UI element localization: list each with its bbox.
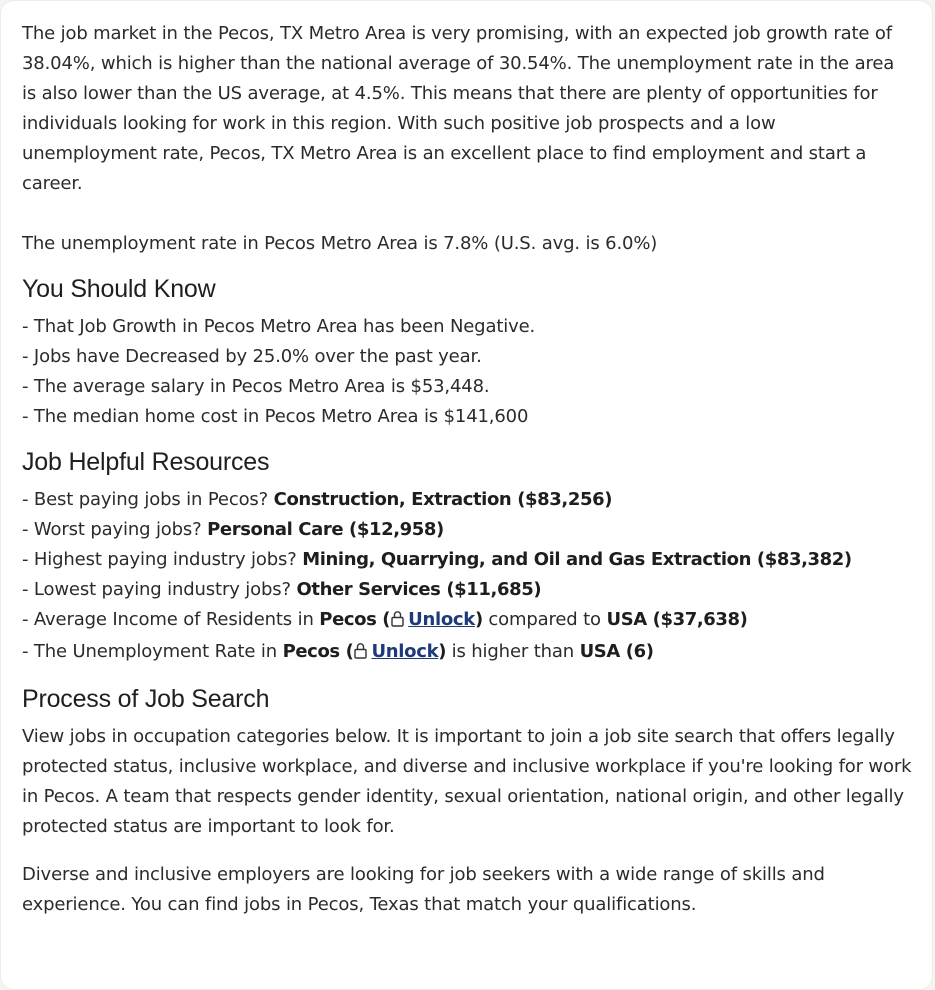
resources-list [22, 485, 912, 669]
compare-text: USA ($37,638) [606, 609, 748, 630]
resources-heading: Job Helpful Resources [22, 448, 270, 476]
paren-close: ) [438, 641, 447, 662]
list-item: - The average salary in Pecos Metro Area is $53,448. [22, 376, 490, 397]
should-know-heading: You Should Know [22, 275, 216, 303]
list-item-best-paying [22, 485, 912, 515]
question-text: - Lowest paying industry jobs? [22, 579, 297, 600]
unlock-link[interactable]: Unlock [408, 609, 475, 630]
compare-text: USA (6) [579, 641, 654, 662]
unlock-link[interactable]: Unlock [371, 641, 439, 662]
question-text: - Best paying jobs in Pecos? [22, 489, 274, 510]
list-item: - Jobs have Decreased by 25.0% over the past year. [22, 346, 482, 367]
middle-text: compared to [482, 609, 607, 630]
should-know-list [22, 312, 912, 432]
unemployment-statement: The unemployment rate in Pecos Metro Area is 7.8% (U.S. avg. is 6.0%) [22, 233, 658, 254]
process-heading: Process of Job Search [22, 685, 270, 713]
answer-text: Other Services ($11,685) [296, 579, 542, 600]
question-text: - Highest paying industry jobs? [22, 549, 303, 570]
list-item-average-income [22, 605, 912, 637]
list-item-worst-paying [22, 515, 912, 545]
list-item: - That Job Growth in Pecos Metro Area has been Negative. [22, 316, 536, 337]
list-item-lowest-industry [22, 575, 912, 605]
employers-paragraph: Diverse and inclusive employers are looking for job seekers with a wide range of skills and experience. You can find jobs in Pecos, Texas that match your qualifications. [22, 864, 825, 915]
middle-text: is higher than [446, 641, 580, 662]
list-item-unemployment-rate [22, 637, 912, 669]
paren-open: ( [376, 609, 391, 630]
lock-icon [391, 607, 404, 637]
prefix-text: - Average Income of Residents in [22, 609, 320, 630]
list-item: - The median home cost in Pecos Metro Area is $141,600 [22, 406, 529, 427]
place-text: Pecos [282, 641, 340, 662]
lock-icon [354, 639, 367, 669]
answer-text: Construction, Extraction ($83,256) [273, 489, 613, 510]
paren-open: ( [339, 641, 354, 662]
prefix-text: - The Unemployment Rate in [22, 641, 283, 662]
process-paragraph: View jobs in occupation categories below. It is important to join a job site search that offers legally protected status, inclusive workplace, and diverse and inclusive workplace if you're looking for work in Pecos. A team that respects gender identity, sexual orientation, national origin, and other legally protected status are important to look for. [22, 726, 912, 837]
list-item-highest-industry [22, 545, 912, 575]
answer-text: Personal Care ($12,958) [207, 519, 444, 540]
intro-paragraph: The job market in the Pecos, TX Metro Area is very promising, with an expected job growth rate of 38.04%, which is higher than the national average of 30.54%. The unemployment rate in the area is also lower than the US average, at 4.5%. This means that there are plenty of opportunities for individuals looking for work in this region. With such positive job prospects and a low unemployment rate, Pecos, TX Metro Area is an excellent place to find employment and start a career. [22, 23, 895, 194]
paren-close: ) [474, 609, 483, 630]
answer-text: Mining, Quarrying, and Oil and Gas Extraction ($83,382) [302, 549, 852, 570]
place-text: Pecos [319, 609, 377, 630]
question-text: - Worst paying jobs? [22, 519, 208, 540]
